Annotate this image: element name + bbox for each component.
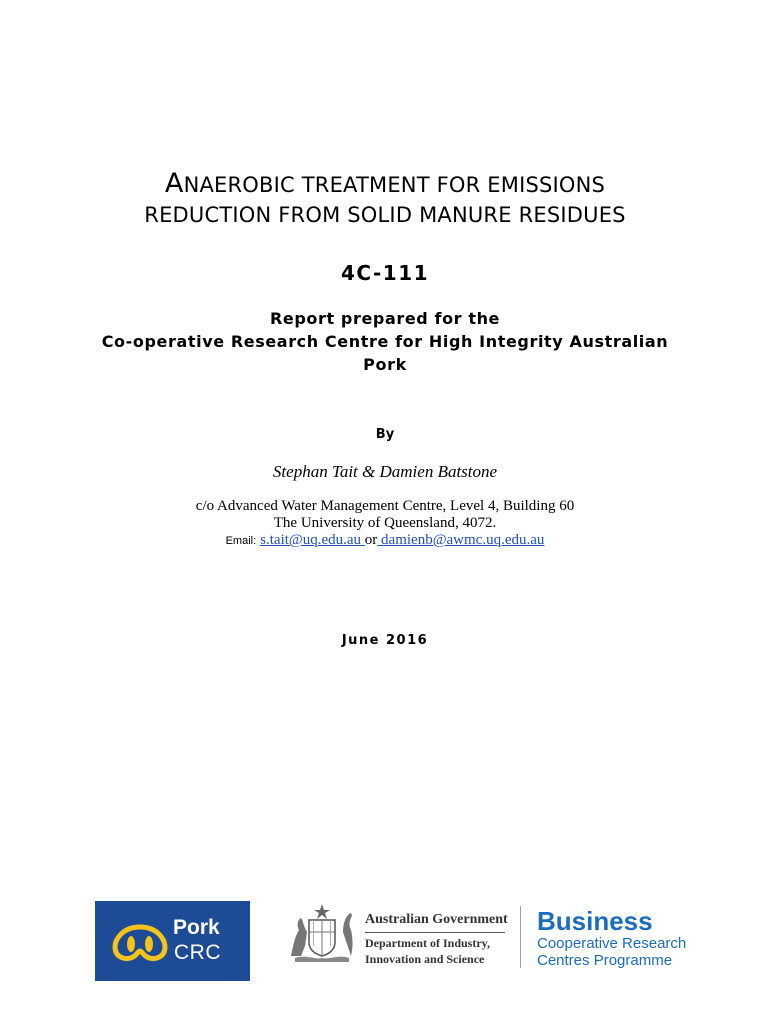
- email-separator: or: [364, 532, 378, 548]
- business-crc-line-1: Business: [537, 906, 653, 936]
- address-line-2: The University of Queensland, 4072.: [273, 515, 497, 531]
- email-label: Email:: [225, 535, 257, 547]
- coat-of-arms-icon: [285, 902, 359, 964]
- australian-government-logo: [285, 902, 515, 972]
- by-label: By: [375, 427, 395, 442]
- report-date: June 2016: [341, 633, 429, 648]
- authors: Stephan Tait & Damien Batstone: [272, 462, 498, 481]
- pork-crc-word-1: Pork: [173, 916, 220, 939]
- pork-crc-logo: [95, 901, 250, 981]
- report-for-line-1: Report prepared for the: [269, 309, 501, 328]
- gov-department-line-2: Innovation and Science: [365, 952, 485, 966]
- business-crc-line-2: Cooperative Research: [537, 935, 687, 952]
- pork-crc-emblem-icon: [111, 923, 169, 963]
- title-line-2: REDUCTION FROM SOLID MANURE RESIDUES: [144, 203, 626, 227]
- gov-name: Australian Government: [365, 912, 508, 927]
- title-line-1: [0, 168, 770, 199]
- email-link-batstone[interactable]: damienb@awmc.uq.edu.au: [377, 532, 545, 548]
- business-crc-line-3: Centres Programme: [537, 952, 673, 969]
- report-for-line-3: Pork: [363, 355, 407, 374]
- logo-divider: [520, 906, 521, 968]
- gov-department-line-1: Department of Industry,: [365, 936, 490, 950]
- email-row: [0, 531, 770, 549]
- business-crc-logo: [537, 907, 686, 969]
- address-line-1: c/o Advanced Water Management Centre, Level 4, Building 60: [195, 498, 575, 514]
- title-line-1-text: NAEROBIC TREATMENT FOR EMISSIONS: [183, 173, 606, 197]
- gov-rule: [365, 932, 505, 933]
- email-link-tait[interactable]: s.tait@uq.edu.au: [260, 532, 365, 548]
- title-initial: A: [164, 168, 184, 199]
- pork-crc-word-2: CRC: [174, 941, 221, 964]
- report-for-line-2: Co-operative Research Centre for High Integrity Australian: [101, 332, 669, 351]
- project-code: 4C-111: [340, 261, 430, 285]
